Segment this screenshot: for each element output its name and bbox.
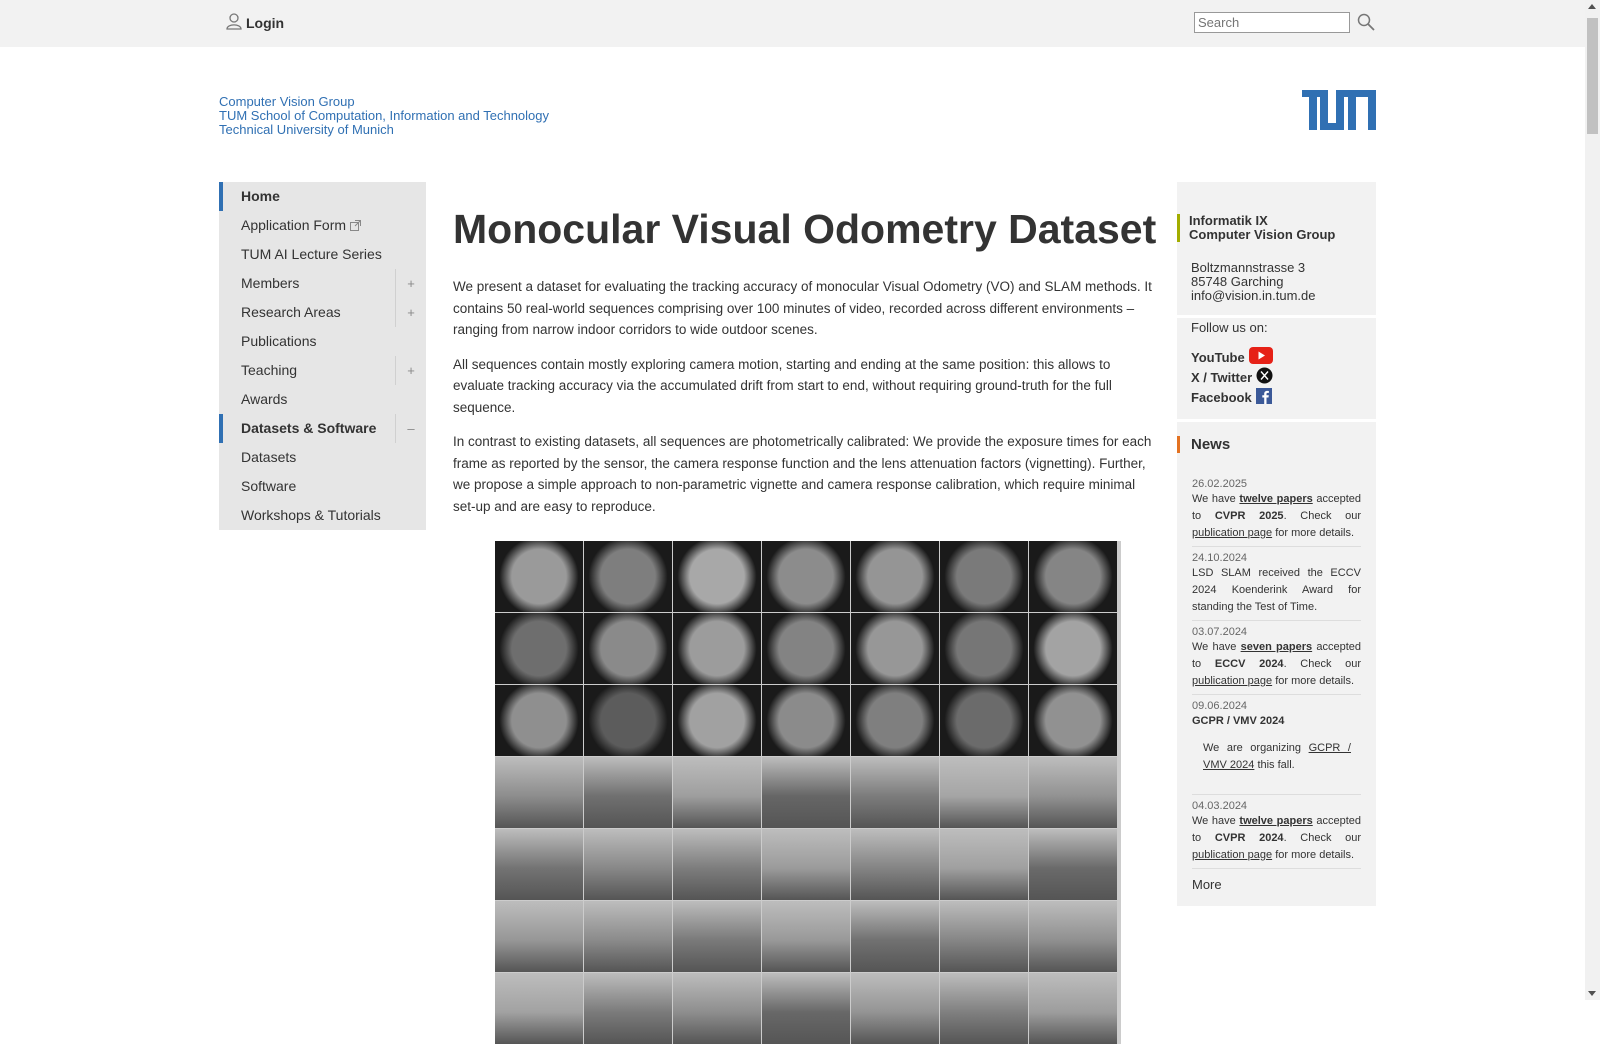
right-sidebar — [1177, 182, 1376, 906]
tum-logo[interactable] — [1302, 90, 1376, 135]
contact-address — [1177, 242, 1376, 315]
sequence-thumbnail[interactable] — [851, 973, 939, 1044]
news-more-link[interactable]: More — [1192, 877, 1222, 892]
news-text: LSD SLAM received the ECCV 2024 Koenderink Award for standing the Test of Time. — [1192, 567, 1361, 613]
nav-label: Application Form — [241, 217, 347, 233]
contact-email[interactable]: info@vision.in.tum.de — [1191, 288, 1316, 303]
org-links — [219, 95, 549, 137]
news-text: for more details. — [1275, 849, 1355, 861]
calibration-paragraph: In contrast to existing datasets, all sequences are photometrically calibrated: We provide the exposure times for each frame as reported by the sensor, the camera response function and the lens attenuation factors (vignetting). Further, we propose a simple approach to non-parametric vignette and camera response calibration, which require minimal set-up and are easy to reproduce. — [453, 434, 1152, 514]
sequence-thumbnail[interactable] — [762, 973, 850, 1044]
news-date: 26.02.2025 — [1192, 478, 1248, 490]
news-item — [1192, 795, 1361, 869]
sequence-thumbnail[interactable] — [762, 829, 850, 900]
org-link-group[interactable]: Computer Vision Group — [219, 94, 355, 109]
sequence-thumbnail[interactable] — [673, 973, 761, 1044]
sequence-thumbnail[interactable] — [584, 685, 672, 756]
sequence-thumbnail[interactable] — [495, 829, 583, 900]
news-link-publications[interactable]: publication page — [1192, 849, 1273, 861]
nav-item-tum-ai-lecture-series[interactable] — [219, 240, 426, 269]
page-title: Monocular Visual Odometry Dataset — [453, 206, 1157, 252]
expand-icon[interactable]: + — [395, 269, 426, 298]
facebook-label: Facebook — [1191, 389, 1252, 405]
youtube-icon — [1249, 347, 1273, 367]
sequence-thumbnail[interactable] — [495, 541, 583, 612]
sequence-thumbnail[interactable] — [940, 541, 1028, 612]
login-link[interactable] — [226, 13, 284, 33]
youtube-label: YouTube — [1191, 349, 1245, 365]
sequence-thumbnail[interactable] — [495, 613, 583, 684]
news-venue: ECCV 2024 — [1214, 658, 1284, 670]
sequence-thumbnail[interactable] — [673, 757, 761, 828]
sequence-thumbnail[interactable] — [673, 901, 761, 972]
intro-paragraph: We present a dataset for evaluating the tracking accuracy of monocular Visual Odometry (VO) and SLAM methods. It contains 50 real-world sequences comprising over 100 minutes of video, recorded across different environments – ranging from narrow indoor corridors to wide outdoor scenes. — [453, 279, 1152, 337]
sequence-thumbnail[interactable] — [584, 973, 672, 1044]
sequence-thumbnail[interactable] — [940, 901, 1028, 972]
nav-label: Datasets & Software — [241, 420, 377, 436]
sequence-thumbnail[interactable] — [1029, 685, 1117, 756]
follow-label: Follow us on: — [1191, 320, 1268, 335]
sequence-thumbnail[interactable] — [1029, 613, 1117, 684]
news-link-publications[interactable]: publication page — [1192, 527, 1273, 539]
top-bar — [0, 0, 1585, 47]
org-link-school[interactable]: TUM School of Computation, Information and Technology — [219, 108, 549, 123]
sequence-thumbnail[interactable] — [673, 829, 761, 900]
sequence-thumbnail[interactable] — [1029, 829, 1117, 900]
nav-item-application-form[interactable] — [219, 211, 426, 240]
news-item — [1192, 621, 1361, 695]
nav-label: Members — [241, 275, 300, 291]
sequence-thumbnail[interactable] — [584, 829, 672, 900]
scrollbar-thumb[interactable] — [1587, 18, 1598, 134]
facebook-link[interactable] — [1191, 387, 1362, 407]
news-venue: CVPR 2024 — [1214, 832, 1284, 844]
nav-item-workshops-tutorials[interactable] — [219, 501, 426, 530]
sequence-thumbnail-grid — [495, 541, 1121, 1044]
sequence-thumbnail[interactable] — [1029, 541, 1117, 612]
sequence-thumbnail[interactable] — [762, 901, 850, 972]
twitter-link[interactable] — [1191, 367, 1362, 387]
sequence-thumbnail[interactable] — [940, 829, 1028, 900]
news-text: We have — [1192, 493, 1236, 505]
sequence-thumbnail[interactable] — [851, 829, 939, 900]
nav-item-datasets-software[interactable] — [219, 414, 426, 443]
news-title: GCPR / VMV 2024 — [1192, 715, 1285, 727]
sequence-thumbnail[interactable] — [673, 685, 761, 756]
news-date: 04.03.2024 — [1192, 800, 1248, 812]
news-link-papers[interactable]: seven papers — [1240, 641, 1313, 653]
sequence-thumbnail[interactable] — [940, 685, 1028, 756]
news-link-papers[interactable]: twelve papers — [1239, 493, 1313, 505]
sequence-thumbnail[interactable] — [495, 757, 583, 828]
sequence-thumbnail[interactable] — [584, 541, 672, 612]
sequence-thumbnail[interactable] — [1029, 757, 1117, 828]
login-label: Login — [246, 15, 285, 31]
news-date: 03.07.2024 — [1192, 626, 1248, 638]
twitter-label: X / Twitter — [1191, 369, 1253, 385]
contact-heading — [1177, 214, 1376, 242]
address-city: 85748 Garching — [1191, 274, 1284, 289]
org-link-university[interactable]: Technical University of Munich — [219, 122, 394, 137]
nav-item-research-areas[interactable] — [219, 298, 426, 327]
nav-item-awards[interactable] — [219, 385, 426, 414]
contact-card — [1177, 182, 1376, 315]
tum-logo-icon — [1302, 90, 1376, 130]
sequence-thumbnail[interactable] — [584, 613, 672, 684]
nav-label: Awards — [241, 391, 288, 407]
nav-item-members[interactable] — [219, 269, 426, 298]
main-content — [453, 200, 1159, 530]
sequence-thumbnail[interactable] — [1029, 901, 1117, 972]
news-text: We are organizing — [1203, 742, 1302, 754]
sequence-thumbnail[interactable] — [940, 613, 1028, 684]
sequence-thumbnail[interactable] — [495, 685, 583, 756]
address-street: Boltzmannstrasse 3 — [1191, 260, 1306, 275]
sequence-thumbnail[interactable] — [851, 613, 939, 684]
search-input[interactable] — [1194, 12, 1350, 33]
news-text: accepted to — [1192, 815, 1362, 844]
sequence-thumbnail[interactable] — [1029, 973, 1117, 1044]
news-item — [1192, 547, 1361, 621]
nav-label: Software — [241, 478, 297, 494]
facebook-icon — [1256, 388, 1272, 407]
search-icon[interactable] — [1357, 13, 1375, 36]
sequence-thumbnail[interactable] — [940, 757, 1028, 828]
news-text: . Check our — [1283, 832, 1362, 844]
sequence-thumbnail[interactable] — [851, 901, 939, 972]
sequence-thumbnail[interactable] — [673, 541, 761, 612]
sequence-thumbnail[interactable] — [495, 901, 583, 972]
news-link-papers[interactable]: twelve papers — [1239, 815, 1313, 827]
sequence-thumbnail[interactable] — [851, 685, 939, 756]
news-text: for more details. — [1275, 527, 1355, 539]
sequence-thumbnail[interactable] — [673, 613, 761, 684]
news-text: . Check our — [1283, 510, 1362, 522]
news-date: 24.10.2024 — [1192, 552, 1248, 564]
youtube-link[interactable] — [1191, 347, 1362, 367]
collapse-icon[interactable]: – — [395, 414, 426, 443]
expand-icon[interactable]: + — [395, 298, 426, 327]
nav-label: Datasets — [241, 449, 297, 465]
news-item — [1192, 695, 1361, 795]
news-date: 09.06.2024 — [1192, 700, 1248, 712]
news-text: this fall. — [1257, 759, 1295, 771]
news-heading: News — [1177, 436, 1361, 453]
news-text: accepted to — [1192, 641, 1362, 670]
scroll-down-arrow-icon[interactable] — [1588, 991, 1596, 996]
news-text: . Check our — [1283, 658, 1362, 670]
nav-label: Home — [241, 188, 280, 204]
x-twitter-icon — [1256, 367, 1273, 387]
news-body — [1192, 730, 1361, 790]
social-card — [1177, 318, 1376, 419]
news-link-gcpr[interactable]: GCPR / VMV 2024 — [1203, 742, 1351, 771]
page-scrollbar[interactable] — [1585, 0, 1600, 1000]
sidebar-nav — [219, 182, 426, 530]
sequence-thumbnail[interactable] — [940, 973, 1028, 1044]
news-text: We have — [1192, 815, 1236, 827]
sequence-thumbnail[interactable] — [762, 757, 850, 828]
sequence-thumbnail[interactable] — [762, 541, 850, 612]
motion-paragraph: All sequences contain mostly exploring camera motion, starting and ending at the same position: this allows to evaluate tracking accuracy via the accumulated drift from start to end, without requiring ground-truth for the full sequence. — [453, 356, 1112, 415]
sequence-thumbnail[interactable] — [851, 541, 939, 612]
nav-label: Teaching — [241, 362, 298, 378]
sequence-thumbnail[interactable] — [584, 757, 672, 828]
news-text: for more details. — [1275, 675, 1355, 687]
nav-label: TUM AI Lecture Series — [241, 246, 382, 262]
scroll-up-arrow-icon[interactable] — [1588, 4, 1596, 9]
nav-item-home[interactable] — [219, 182, 426, 211]
news-card — [1177, 422, 1376, 906]
news-link-publications[interactable]: publication page — [1192, 675, 1273, 687]
nav-label: Workshops & Tutorials — [241, 507, 381, 523]
external-link-icon — [350, 212, 361, 241]
sequence-thumbnail[interactable] — [495, 973, 583, 1044]
nav-item-publications[interactable] — [219, 327, 426, 356]
sequence-thumbnail[interactable] — [584, 901, 672, 972]
expand-icon[interactable]: + — [395, 356, 426, 385]
news-venue: CVPR 2025 — [1214, 510, 1284, 522]
nav-item-teaching[interactable] — [219, 356, 426, 385]
contact-dept: Informatik IX — [1189, 213, 1268, 228]
nav-item-software[interactable] — [219, 472, 426, 501]
sequence-thumbnail[interactable] — [762, 613, 850, 684]
nav-label: Publications — [241, 333, 317, 349]
news-text: We have — [1192, 641, 1237, 653]
news-text: accepted to — [1192, 493, 1362, 522]
nav-item-datasets[interactable] — [219, 443, 426, 472]
contact-group: Computer Vision Group — [1189, 227, 1336, 242]
news-item — [1192, 473, 1361, 547]
user-icon — [226, 13, 242, 33]
sequence-thumbnail[interactable] — [851, 757, 939, 828]
sequence-thumbnail[interactable] — [762, 685, 850, 756]
nav-label: Research Areas — [241, 304, 341, 320]
